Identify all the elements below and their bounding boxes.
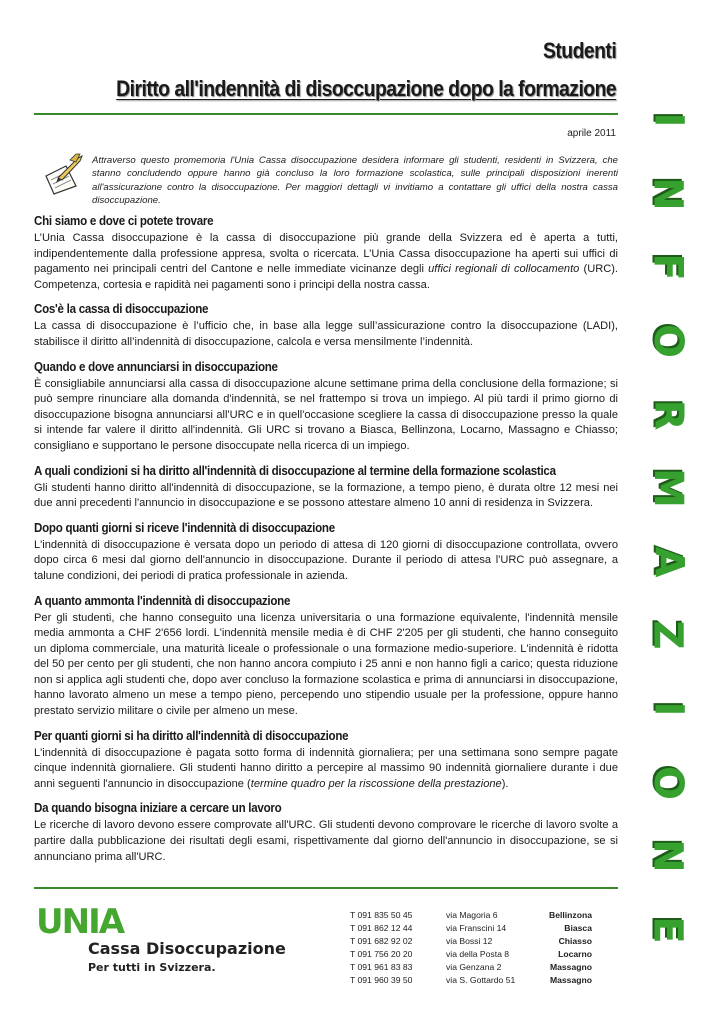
office-phone: T 091 961 83 83 — [350, 962, 413, 972]
publication-date: aprile 2011 — [567, 128, 616, 139]
section — [34, 521, 618, 585]
section-body: L'indennità di disoccupazione è versata dopo un periodo di attesa di 120 giorni di disoccupazione controllata, ovvero dopo circa 6 mesi dal giorno dell'annuncio in disoccupazione. Durante il periodo di attesa l'URC può assegnare, a talune condizioni, dei periodi di pratica professionale in azienda. — [34, 538, 618, 582]
office-address: via Bossi 12 — [446, 936, 493, 946]
logo-tagline: Per tutti in Svizzera. — [88, 961, 216, 974]
section — [34, 729, 618, 793]
section-heading: A quanto ammonta l'indennità di disoccupazione — [34, 593, 291, 608]
section — [34, 214, 618, 293]
vertical-letter: M — [645, 468, 691, 509]
section-body: Gli studenti hanno diritto all'indennità di disoccupazione, se la formazione, a tempo pieno, è durata oltre 12 mesi nei due anni precedenti l'annuncio in disoccupazione e se possono attestare almeno 10 anni di residenza in Svizzera. — [34, 481, 618, 510]
office-phone: T 091 960 39 50 — [350, 975, 413, 985]
vertical-letter: A — [645, 546, 691, 578]
office-address: via della Posta 8 — [446, 949, 510, 959]
office-address: via Genzana 2 — [446, 962, 502, 972]
office-row — [350, 974, 592, 987]
section — [34, 594, 618, 720]
office-city: Chiasso — [558, 936, 592, 946]
vertical-letter: I — [644, 701, 691, 717]
office-city: Locarno — [558, 949, 592, 959]
section — [34, 464, 618, 512]
vertical-letter: I — [644, 112, 691, 128]
section — [34, 302, 618, 350]
office-row — [350, 961, 592, 974]
section-body: La cassa di disoccupazione è l’ufficio che, in base alla legge sull’assicurazione contro la disoccupazione (LADI), stabilisce il diritto all’indennità di disoccupazione, calcola e versa mensilmente l’indennità. — [34, 320, 618, 348]
logo-subtitle: Cassa Disoccupazione — [88, 939, 286, 958]
office-row — [350, 922, 592, 935]
section-heading: A quali condizioni si ha diritto all'indennità di disoccupazione al termine della formazione scolastica — [34, 463, 556, 478]
section-body: L'indennità di disoccupazione è pagata sotto forma di indennità giornaliera; per una settimana sono sempre pagate cinque indennità giornaliere. Gli studenti hanno diritto a percepire al massimo 90 indennità giornaliere durante i due anni seguenti l'annuncio in disoccupazione (termine quadro per la riscossione della prestazione). — [34, 746, 618, 790]
footer-divider — [34, 887, 618, 889]
office-row — [350, 909, 592, 922]
header-divider — [34, 113, 618, 115]
section-heading: Chi siamo e dove ci potete trovare — [34, 214, 214, 228]
page-title: Studenti — [542, 38, 616, 63]
office-city: Biasca — [564, 923, 592, 933]
office-city: Bellinzona — [549, 910, 592, 920]
office-list — [350, 909, 592, 987]
office-address: via Franscini 14 — [446, 923, 507, 933]
section-body: È consigliabile annunciarsi alla cassa di disoccupazione alcune settimane prima della conclusione della formazione; si può sempre rinunciare alla domanda d'indennità, se nel frattempo si trova un impiego. Al più tardi il primo giorno di disoccupazione bisogna annunciarsi all'URC e in quell'occasione scegliere la cassa di disoccupazione presso la quale si intende far valere il diritto all'indennità. Gli URC si trovano a Biasca, Bellinzona, Locarno, Massagno e Chiasso; consigliano e supportano le persone disoccupate nella ricerca di un impiego. — [34, 377, 618, 452]
main-content — [34, 214, 618, 874]
office-row — [350, 935, 592, 948]
office-phone: T 091 682 92 02 — [350, 936, 413, 946]
section-body: Le ricerche di lavoro devono essere comprovate all'URC. Gli studenti devono comprovare le ricerche di lavoro svolte a partire dalla pubblicazione dei risultati degli esami, rispettivamente dal giorno dell'annuncio in disoccupazione, se si annunciano prima all'URC. — [34, 819, 618, 863]
intro-text: Attraverso questo promemoria l'Unia Cassa disoccupazione desidera informare gli studenti, residenti in Svizzera, che stanno concludendo oppure hanno già concluso la loro formazione scolastica, sulle principali disposizioni inerenti all'assicurazione contro la disoccupazione. Per maggiori dettagli vi invitiamo a contattare gli uffici della nostra cassa disoccupazione. — [92, 155, 618, 207]
vertical-letter: E — [644, 916, 691, 944]
office-phone: T 091 835 50 45 — [350, 910, 413, 920]
vertical-letter: N — [644, 839, 691, 873]
vertical-letter: O — [644, 323, 691, 358]
section-body: L’Unia Cassa disoccupazione è la cassa di disoccupazione più grande della Svizzera ed è aperta a tutti, indipendentemente dalla professione appresa, svolta o ricercata. L’Unia Cassa disoccupazione ha aperti sui uffici di pagamento nei principali centri del Cantone e nelle immediate vicinanze degli uffici regionali di collocamento (URC). Competenza, cortesia e rapidità nei pagamenti sono i principi della nostra cassa. — [34, 232, 619, 291]
section-heading: Dopo quanti giorni si riceve l'indennità di disoccupazione — [34, 520, 335, 535]
vertical-letter: R — [645, 399, 691, 430]
office-row — [350, 948, 592, 961]
section-heading: Per quanti giorni si ha diritto all'indennità di disoccupazione — [34, 728, 349, 743]
office-address: via Magoria 6 — [446, 910, 498, 920]
page-subtitle: Diritto all'indennità di disoccupazione dopo la formazione — [116, 76, 616, 101]
section-heading: Quando e dove annunciarsi in disoccupazione — [34, 359, 278, 374]
section-heading: Da quando bisogna iniziare a cercare un lavoro — [34, 801, 282, 816]
office-city: Massagno — [549, 975, 592, 985]
office-phone: T 091 862 12 44 — [350, 923, 413, 933]
unia-logo — [36, 902, 286, 974]
vertical-letter: F — [644, 253, 691, 281]
office-address: via S. Gottardo 51 — [446, 975, 516, 985]
section-heading: Cos'è la cassa di disoccupazione — [34, 302, 209, 317]
section — [34, 360, 618, 455]
section-body: Per gli studenti, che hanno conseguito una licenza universitaria o una formazione equivalente, l'indennità mensile media ammonta a CHF 2'656 lordi. L'indennità mensile media è di CHF 2'205 per gli studenti, che hanno conseguito un diploma commerciale, una maturità liceale o professionale o una formazione medio-superiore. L'indennità è ridotta del 50 per cento per gli studenti, che non hanno ancora compiuto i 25 anni e non hanno figli a carico; questa riduzione non si applica agli studenti che, dopo aver concluso la formazione scolastica e prima di annunciarsi in disoccupazione, hanno lavorato almeno un mese a tempo pieno, percependo uno stipendio usuale per la professione, oppure hanno prestato servizio militare o civile per almeno un mese. — [34, 611, 618, 718]
office-city: Massagno — [549, 962, 592, 972]
vertical-letter: O — [644, 765, 691, 800]
section — [34, 801, 618, 865]
logo-wordmark: UNIA — [36, 902, 124, 942]
office-phone: T 091 756 20 20 — [350, 949, 413, 959]
quill-paper-icon — [40, 152, 84, 196]
vertical-letter: Z — [644, 620, 691, 650]
vertical-letter: N — [644, 176, 691, 211]
vertical-informazione — [638, 100, 698, 950]
